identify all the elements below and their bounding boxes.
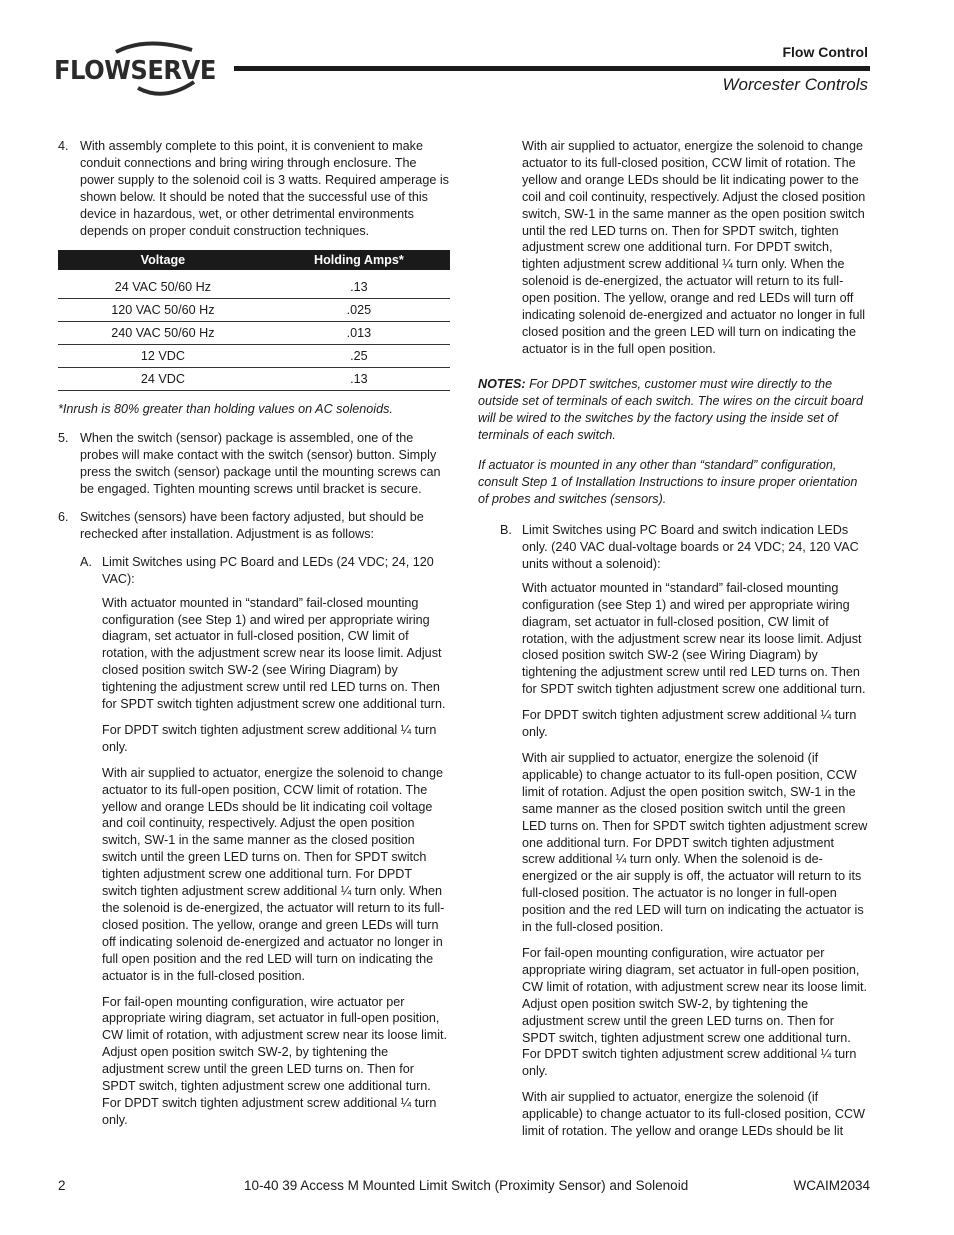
substep-b bbox=[500, 522, 870, 573]
table-cell: .025 bbox=[268, 299, 450, 322]
notes bbox=[478, 376, 870, 444]
step-text: When the switch (sensor) package is assembled, one of the probes will make contact with the switch (sensor) button. Simply press the switch (sensor) package until the mounting screws can be engaged. Tighten mounting screws until bracket is secure. bbox=[80, 431, 441, 497]
company-name: Flow Control bbox=[782, 44, 868, 60]
table-header-voltage: Voltage bbox=[58, 250, 268, 270]
document-code: WCAIM2034 bbox=[793, 1178, 870, 1193]
substep-a bbox=[80, 554, 450, 588]
substep-letter: A. bbox=[80, 554, 92, 569]
paragraph: With actuator mounted in “standard” fail-closed mounting configuration (see Step 1) and wired per appropriate wiring diagram, set actuator in full-closed position, CW limit of rotation, with the adjustment screw near its loose limit. Adjust closed position switch SW-2 (see Wiring Diagram) by tightening the adjustment screw until red LED turns on. Then for SPDT switch tighten adjustment screw one additional turn. bbox=[102, 595, 446, 712]
table-cell: 12 VDC bbox=[58, 345, 268, 368]
table-footnote: *Inrush is 80% greater than holding values on AC solenoids. bbox=[58, 402, 393, 417]
table-cell: .13 bbox=[268, 270, 450, 299]
table-cell: .13 bbox=[268, 368, 450, 391]
table-cell: 240 VAC 50/60 Hz bbox=[58, 322, 268, 345]
step-5 bbox=[58, 430, 450, 498]
table-row bbox=[58, 270, 450, 299]
substep-text: Limit Switches using PC Board and LEDs (24 VDC; 24, 120 VAC): bbox=[102, 554, 434, 586]
paragraph: With air supplied to actuator, energize the solenoid (if applicable) to change actuator to its full-closed position, CCW limit of rotation. The yellow and orange LEDs should be lit bbox=[522, 1090, 866, 1139]
step-4 bbox=[58, 138, 450, 239]
table-cell: 24 VDC bbox=[58, 368, 268, 391]
logo-wordmark: FLOWSERVE bbox=[54, 56, 216, 86]
table-row bbox=[58, 368, 450, 391]
amperage-table bbox=[58, 250, 450, 391]
document-title: 10-40 39 Access M Mounted Limit Switch (Proximity Sensor) and Solenoid bbox=[244, 1178, 689, 1193]
step-6 bbox=[58, 509, 450, 543]
paragraph: For DPDT switch tighten adjustment screw additional ¼ turn only. bbox=[522, 708, 857, 740]
substep-text: Limit Switches using PC Board and switch indication LEDs only. (240 VAC dual-voltage boards or 24 VDC; 24, 120 VAC units without a solenoid): bbox=[522, 523, 859, 571]
paragraph: With actuator mounted in “standard” fail-closed mounting configuration (see Step 1) and wired per appropriate wiring diagram, set actuator in full-closed position, CW limit of rotation, with the adjustment screw near its loose limit. Adjust closed position switch SW-2 (see Wiring Diagram) by tightening the adjustment screw until red LED turns on. Then for SPDT switch tighten adjustment screw one additional turn. bbox=[522, 580, 866, 697]
paragraph: For fail-open mounting configuration, wire actuator per appropriate wiring diagram, set actuator in full-open position, CW limit of rotation, with adjustment screw near its loose limit. Adjust open position switch SW-2, by tightening the adjustment screw until the green LED turns on. Then for SPDT switch, tighten adjustment screw one additional turn. For DPDT switch tighten adjustment screw additional ¼ turn only. bbox=[522, 945, 868, 1079]
step-number: 6. bbox=[58, 509, 69, 524]
table-cell: 24 VAC 50/60 Hz bbox=[58, 270, 268, 299]
header-rule bbox=[234, 66, 870, 71]
step-text: With assembly complete to this point, it is convenient to make conduit connections and bring wiring through enclosure. The power supply to the solenoid coil is 3 watts. Required amperage is shown below. It should be noted that the successful use of this device in hazardous, wet, or other detrimental environments depends on proper conduit construction techniques. bbox=[80, 139, 449, 238]
paragraph: For DPDT switch tighten adjustment screw additional ¼ turn only. bbox=[102, 722, 437, 754]
notes-text: For DPDT switches, customer must wire directly to the outside set of terminals of each switch. The wires on the circuit board will be wired to the switches by the factory using the inside set of terminals of each switch. bbox=[478, 376, 863, 442]
notes-orientation: If actuator is mounted in any other than “standard” configuration, consult Step 1 of Installation Instructions to insure proper orientation of probes and switches (sensors). bbox=[478, 458, 858, 507]
paragraph: With air supplied to actuator, energize the solenoid to change actuator to its full-open position, CCW limit of rotation. The yellow and orange LEDs should be lit indicating coil voltage and coil continuity, respectively. Adjust the open position switch, SW-1 in the same manner as the closed position switch until the green LED turns on. Then for SPDT switch tighten adjustment screw one additional turn. For DPDT switch tighten adjustment screw additional ¼ turn only. When the solenoid is de-energized, the actuator will return to its full-closed position. The yellow, orange and green LEDs will turn off indicating solenoid de-energized and actuator no longer in full open position and the red LED will turn on indicating the actuator is in the full-closed position. bbox=[102, 765, 445, 983]
notes-label: NOTES: bbox=[478, 376, 526, 391]
brand-name: Worcester Controls bbox=[722, 75, 868, 94]
table-row bbox=[58, 345, 450, 368]
page-number: 2 bbox=[58, 1178, 66, 1193]
substep-letter: B. bbox=[500, 523, 512, 538]
table-cell: .013 bbox=[268, 322, 450, 345]
flowserve-logo bbox=[54, 38, 214, 98]
paragraph: For fail-open mounting configuration, wire actuator per appropriate wiring diagram, set actuator in full-open position, CW limit of rotation, with adjustment screw near its loose limit. Adjust open position switch SW-2, by tightening the adjustment screw until the green LED turns on. Then for SPDT switch, tighten adjustment screw one additional turn. For DPDT switch tighten adjustment screw additional ¼ turn only. bbox=[102, 994, 448, 1127]
step-text: Switches (sensors) have been factory adjusted, but should be rechecked after installation. Adjustment is as follows: bbox=[80, 509, 424, 541]
step-number: 4. bbox=[58, 139, 69, 153]
paragraph: With air supplied to actuator, energize the solenoid to change actuator to its full-closed position, CCW limit of rotation. The yellow and orange LEDs should be lit indicating power to the coil and coil continuity, respectively. Adjust the closed position switch, SW-1 in the same manner as the open position switch until the red LED turns on. Then for SPDT switch, tighten adjustment screw one additional turn. For DPDT switch, tighten adjustment screw additional ¼ turn only. When the solenoid is de-energized, the actuator will return to its full-open position. The yellow, orange and red LEDs will turn off indicating solenoid de-energized and actuator no longer in full closed position and the green LED will turn on indicating the actuator is in the full open position. bbox=[522, 139, 866, 356]
table-row bbox=[58, 299, 450, 322]
right-column bbox=[478, 138, 870, 1149]
table-row bbox=[58, 322, 450, 345]
step-number: 5. bbox=[58, 431, 69, 446]
table-cell: 120 VAC 50/60 Hz bbox=[58, 299, 268, 322]
table-header-holding-amps: Holding Amps* bbox=[268, 250, 450, 270]
table-cell: .25 bbox=[268, 345, 450, 368]
paragraph: With air supplied to actuator, energize the solenoid (if applicable) to change actuator to its full-open position, CCW limit of rotation. Adjust the open position switch, SW-1 in the same manner as the closed position switch until the green LED turns on. Then for SPDT switch tighten adjustment screw one additional turn. For DPDT switch tighten adjustment screw additional ¼ turn only. When the solenoid is de-energized or the air supply is off, the actuator will return to its full-closed position. The actuator is no longer in full-open position and the red LED will turn on indicating the actuator is in the full-closed position. bbox=[522, 751, 868, 935]
left-column bbox=[58, 138, 450, 1138]
